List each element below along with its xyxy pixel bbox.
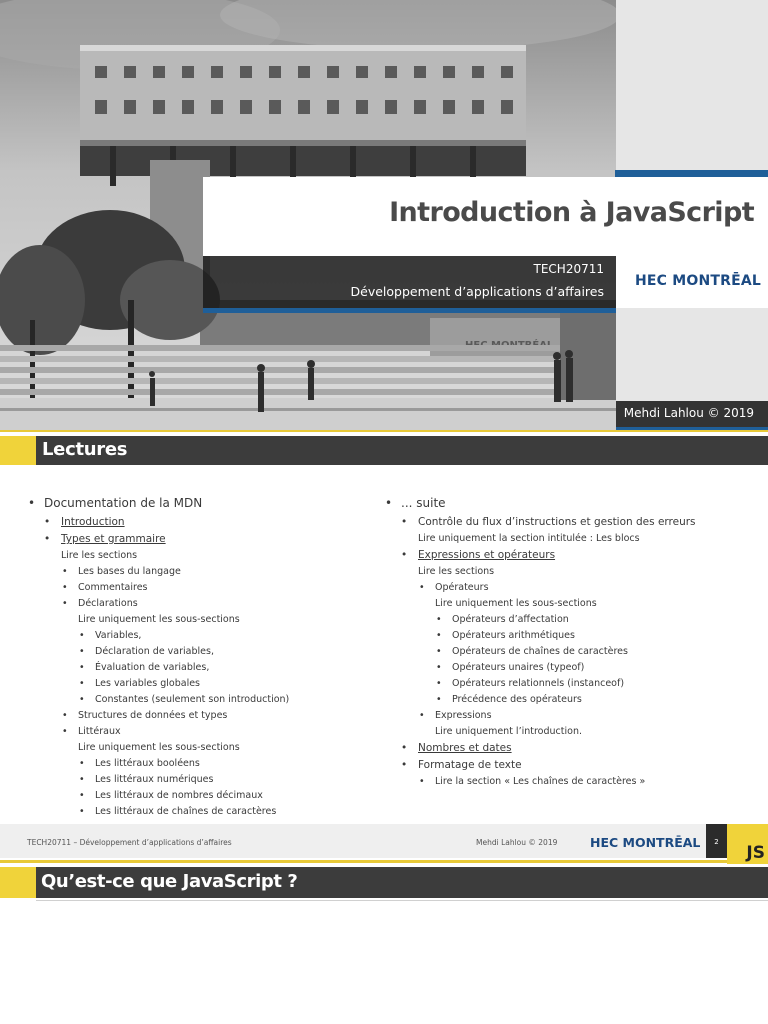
list-item: • Opérateurs relationnels (instanceof) xyxy=(436,678,625,689)
list-item: • Expressions xyxy=(419,710,492,721)
yellow-divider xyxy=(0,430,768,432)
list-item: • Les variables globales xyxy=(79,678,201,689)
logo-panel xyxy=(616,256,768,308)
page-number-box xyxy=(706,824,727,858)
list-item: • Les littéraux booléens xyxy=(79,758,200,769)
list-item: • Opérateurs de chaînes de caractères xyxy=(436,646,628,657)
list-item: • Documentation de la MDN xyxy=(28,496,203,510)
heading-bar xyxy=(36,867,768,898)
hec-logo: HEC MONTRĒAL xyxy=(635,273,762,289)
footer-course: TECH20711 – Développement d’applications d’affaires xyxy=(27,838,232,847)
note: Lire uniquement les sous-sections xyxy=(78,742,240,753)
list-item: • Constantes (seulement son introduction) xyxy=(79,694,290,705)
list-item: • Opérateurs d’affectation xyxy=(436,614,569,625)
list-item: • Nombres et dates xyxy=(401,742,512,754)
title-slide xyxy=(0,0,768,430)
expressions-operators-link[interactable]: Expressions et opérateurs xyxy=(418,549,556,561)
yellow-tab xyxy=(0,867,36,898)
list-item: • Introduction xyxy=(44,516,125,528)
right-column xyxy=(385,496,760,792)
note: Lire uniquement l’introduction. xyxy=(435,726,582,737)
course-panel xyxy=(203,256,616,308)
note: Lire uniquement les sous-sections xyxy=(435,598,597,609)
hec-logo: HEC MONTRĒAL xyxy=(590,835,701,850)
list-item: • Formatage de texte xyxy=(401,759,522,771)
list-item: • Opérateurs arithmétiques xyxy=(436,630,575,641)
list-item: • ... suite xyxy=(385,496,446,510)
list-item: • Structures de données et types xyxy=(62,710,228,721)
divider xyxy=(36,900,768,901)
course-name: Développement d’applications d’affaires xyxy=(350,284,604,299)
list-item: • Les littéraux de nombres décimaux xyxy=(79,790,263,801)
js-badge xyxy=(727,824,768,864)
author-panel xyxy=(616,401,768,427)
list-item: • Lire la section « Les chaînes de caractères » xyxy=(419,776,646,787)
list-item: • Déclaration de variables, xyxy=(79,646,214,657)
blue-accent-sub xyxy=(203,308,616,313)
list-item: • Opérateurs xyxy=(419,582,489,593)
list-item: • Déclarations xyxy=(62,598,138,609)
author-credit: Mehdi Lahlou © 2019 xyxy=(623,406,754,420)
title-panel xyxy=(203,177,768,256)
yellow-divider xyxy=(0,860,727,863)
heading-bar xyxy=(36,436,768,465)
note: Lire uniquement la section intitulée : Les blocs xyxy=(418,533,640,544)
list-item: • Contrôle du flux d’instructions et gestion des erreurs xyxy=(401,516,696,528)
slide-footer xyxy=(0,824,768,858)
slide-heading: Qu’est-ce que JavaScript ? xyxy=(41,871,298,892)
list-item: • Variables, xyxy=(79,630,142,641)
yellow-tab xyxy=(0,436,36,465)
introduction-link[interactable]: Introduction xyxy=(61,516,125,528)
list-item: • Opérateurs unaires (typeof) xyxy=(436,662,585,673)
left-column xyxy=(28,496,358,822)
list-item: • Précédence des opérateurs xyxy=(436,694,582,705)
page-number: 2 xyxy=(714,838,719,846)
course-code: TECH20711 xyxy=(533,262,604,276)
note: Lire uniquement les sous-sections xyxy=(78,614,240,625)
list-item: • Commentaires xyxy=(62,582,148,593)
types-grammar-link[interactable]: Types et grammaire xyxy=(61,533,166,545)
what-is-js-slide xyxy=(0,864,768,1024)
list-item: • Types et grammaire xyxy=(44,533,166,545)
note: Lire les sections xyxy=(418,566,495,577)
list-item: • Les littéraux de chaînes de caractères xyxy=(79,806,277,817)
note: Lire les sections xyxy=(61,550,138,561)
list-item: • Expressions et opérateurs xyxy=(401,549,556,561)
list-item: • Littéraux xyxy=(62,726,121,737)
slide-title: Introduction à JavaScript xyxy=(389,197,754,228)
list-item: • Les littéraux numériques xyxy=(79,774,214,785)
slide-heading: Lectures xyxy=(42,439,128,460)
js-badge-label: JS xyxy=(746,843,765,863)
numbers-dates-link[interactable]: Nombres et dates xyxy=(418,742,512,754)
list-item: • Évaluation de variables, xyxy=(79,662,210,673)
lectures-slide xyxy=(0,430,768,864)
list-item: • Les bases du langage xyxy=(62,566,181,577)
footer-author: Mehdi Lahlou © 2019 xyxy=(476,838,558,847)
blue-accent-top xyxy=(615,170,768,177)
